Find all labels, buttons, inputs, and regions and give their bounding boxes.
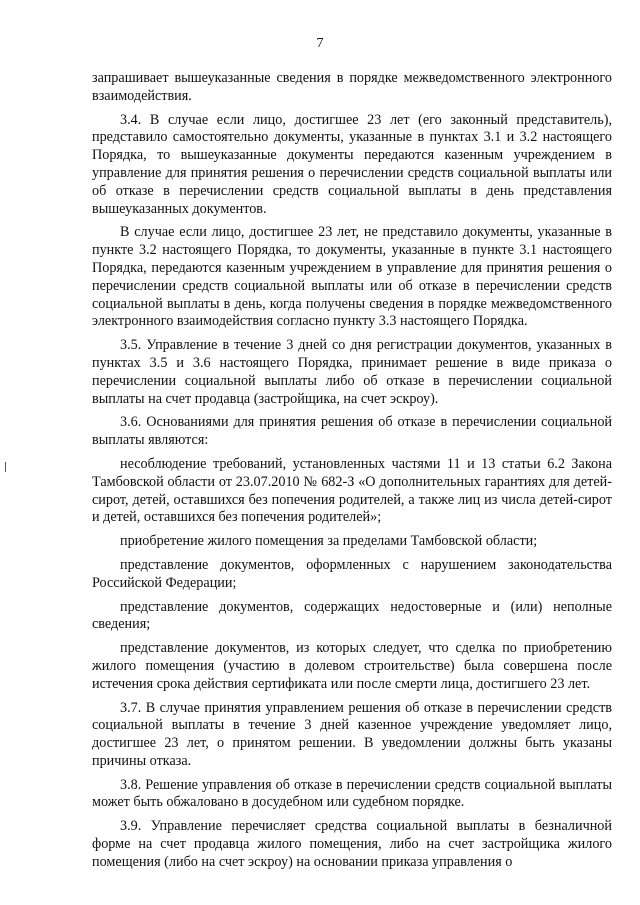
refusal-ground-1: несоблюдение требований, установленных частями 11 и 13 статьи 6.2 Закона Тамбовской области от 23.07.2010 № 682-З «О дополнительных гарантиях для детей-сирот, детей, оставшихся без попечения родителей, а также лиц из числа детей-сирот и детей, оставшихся без попечения родителей»; [92,455,612,526]
paragraph-3-6: 3.6. Основаниями для принятия решения об отказе в перечислении социальной выплаты являются: [92,414,612,449]
paragraph-3-5: 3.5. Управление в течение 3 дней со дня регистрации документов, указанных в пунктах 3.5 и 3.6 настоящего Порядка, принимает решение в виде приказа о перечислении социальной выплаты либо об отказе в перечислении социальной выплаты на счет продавца (застройщика, на счет эскроу). [92,337,612,407]
refusal-ground-2: приобретение жилого помещения за пределами Тамбовской области; [120,533,538,550]
scan-artifact-mark [5,462,6,472]
paragraph-3-4: 3.4. В случае если лицо, достигшее 23 лет (его законный представитель), представило самостоятельно документы, указанные в пунктах 3.1 и 3.2 настоящего Порядка, то вышеуказанные документы передаются казенным учреждением в управление для принятия решения о перечислении средств социальной выплаты или об отказе в перечислении средств социальной выплаты в день представления вышеуказанных документов. [92,111,612,217]
paragraph-3-8: 3.8. Решение управления об отказе в перечислении средств социальной выплаты может быть обжаловано в досудебном или судебном порядке. [92,776,612,811]
document-body [92,70,612,878]
refusal-ground-3: представление документов, оформленных с нарушением законодательства Российской Федерации; [92,556,612,591]
paragraph-continuation: запрашивает вышеуказанные сведения в порядке межведомственного электронного взаимодействия. [92,70,612,104]
refusal-ground-4: представление документов, содержащих недостоверные и (или) неполные сведения; [92,598,612,633]
paragraph-3-4-case: В случае если лицо, достигшее 23 лет, не представило документы, указанные в пункте 3.2 настоящего Порядка, то документы, указанные в пункте 3.1 настоящего Порядка, передаются казенным учреждением в управление для принятия решения о перечислении средств социальной выплаты или об отказе в перечислении средств социальной выплаты в день, когда получены сведения в порядке межведомственного электронного взаимодействия согласно пункту 3.3 настоящего Порядка. [92,224,612,330]
paragraph-3-7: 3.7. В случае принятия управлением решения об отказе в перечислении средств социальной выплаты в течение 3 дней казенное учреждение уведомляет лицо, достигшее 23 лет, о принятом решении. В уведомлении должны быть указаны причины отказа. [92,699,612,769]
paragraph-3-9: 3.9. Управление перечисляет средства социальной выплаты в безналичной форме на счет продавца жилого помещения, либо на счет застройщика жилого помещения (либо на счет эскроу) на основании приказа управления о [92,818,612,870]
refusal-ground-5: представление документов, из которых следует, что сделка по приобретению жилого помещения (участию в долевом строительстве) была совершена после истечения срока действия сертификата или после смерти лица, достигшего 23 лет. [92,640,612,692]
page-number: 7 [316,36,324,51]
